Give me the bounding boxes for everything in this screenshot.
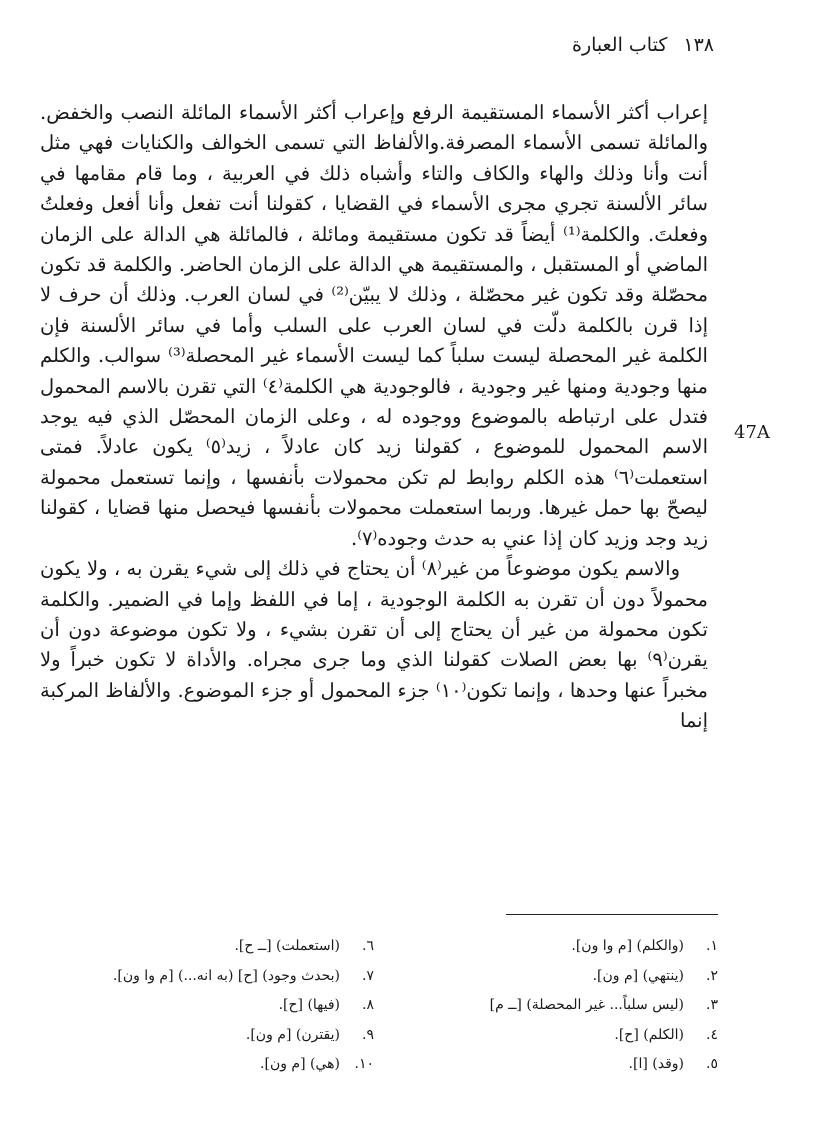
footnote-text: (وقد) [ا]. [628, 1056, 684, 1073]
footnote-text: (استعملت) [ــ ح]. [234, 938, 340, 954]
footnote [428, 1021, 718, 1051]
footnote-text: (هي) [م ون]. [260, 1056, 340, 1073]
footnote [428, 991, 718, 1021]
footnote-text: (ليس سلباً... غير المحصلة) [ــ م] [489, 997, 684, 1014]
main-text [40, 98, 708, 737]
footnote [428, 1050, 718, 1080]
footnote-text: (فيها) [ح]. [278, 997, 340, 1014]
footnote-number: ٧. [362, 967, 374, 984]
footnote [34, 1021, 374, 1051]
folio-reference: 47A [734, 422, 770, 443]
footnote-number: ٩. [362, 1026, 374, 1043]
footnote-number: ٥. [706, 1056, 718, 1073]
footnote-text: (يقترن) [م ون]. [245, 1026, 340, 1043]
footnote-number: ٦. [362, 938, 374, 954]
footnote [34, 991, 374, 1021]
footnote [34, 1050, 374, 1080]
footnote-number: ٤. [706, 1026, 718, 1043]
footnote-number: ٨. [362, 997, 374, 1014]
page-number: ١٣٨ [683, 34, 714, 56]
footnote-separator [506, 914, 718, 915]
footnote-text: (بحدث وجود) [ح] (به انه...) [م وا ون]. [112, 967, 340, 984]
footnote [34, 962, 374, 992]
footnote-text: (والكلم) [م وا ون]. [571, 938, 684, 954]
footnote-number: ١. [706, 938, 718, 954]
paragraph: إعراب أكثر الأسماء المستقيمة الرفع وإعراب أكثر الأسماء المائلة النصب والخفض. والمائلة تسمى الأسماء المصرفة.والألفاظ التي تسمى الخوالف والكنايات فهي مثل أنت وأنا وذلك والهاء والكاف والتاء وأشباه ذلك في العربية ، وما قام مقامها في سائر الألسنة تجري مجرى الأسماء في القضايا ، كقولنا أنت تفعل وأنا أفعل وفعلتُ وفعلتَ. والكلمة⁽¹⁾ أيضاً قد تكون مستقيمة ومائلة ، فالمائلة هي الدالة على الزمان الماضي أو المستقبل ، والمستقيمة هي الدالة على الزمان الحاضر. والكلمة قد تكون محصّلة وقد تكون غير محصّلة ، وذلك لا يبيّن⁽²⁾ في لسان العرب. وذلك أن حرف لا إذا قرن بالكلمة دلّت في لسان العرب على السلب وأما في سائر الألسنة فإن الكلمة غير المحصلة ليست سلباً كما ليست الأسماء غير المحصلة⁽³⁾ سوالب. والكلم منها وجودية ومنها غير وجودية ، فالوجودية هي الكلمة⁽٤⁾ التي تقرن بالاسم المحمول فتدل على ارتباطه بالموضوع ووجوده له ، وعلى الزمان المحصّل الذي فيه يوجد الاسم المحمول للموضوع ، كقولنا زيد كان عادلاً ، زيد⁽٥⁾ يكون عادلاً. فمتى استعملت⁽٦⁾ هذه الكلم روابط لم تكن محمولات بأنفسها ، وإنما تستعمل محمولة ليصحّ بها حمل غيرها. وربما استعملت محمولات بأنفسها فيحصل منها قضايا ، كقولنا زيد وجد وزيد كان إذا عني به حدث وجوده⁽٧⁾. [40, 101, 709, 550]
book-title: كتاب العبارة [571, 34, 668, 56]
footnotes-column-right [428, 932, 718, 1080]
footnote-text: (الكلم) [ح]. [614, 1026, 684, 1043]
paragraph: والاسم يكون موضوعاً من غير⁽٨⁾ أن يحتاج في ذلك إلى شيء يقرن به ، ولا يكون محمولاً دون أن تقرن به الكلمة الوجودية ، إما في اللفظ وإما في الضمير. والكلمة تكون محمولة من غير أن يحتاج إلى أن تقرن بشيء ، ولا تكون موضوعة دون أن يقرن⁽٩⁾ بها بعض الصلات كقولنا الذي وما جرى مجراه. والأداة لا تكون خبراً ولا مخبراً عنها وحدها ، وإنما تكون⁽١٠⁾ جزء المحمول أو جزء الموضوع. والألفاظ المركبة إنما [40, 557, 708, 733]
footnote [428, 932, 718, 962]
footnote-text: (ينتهي) [م ون]. [592, 967, 684, 984]
running-head [572, 34, 714, 56]
footnote-number: ٢. [706, 967, 718, 984]
footnote [428, 962, 718, 992]
footnote-number: ٣. [706, 997, 718, 1014]
footnote [34, 932, 374, 962]
footnotes-column-left [34, 932, 374, 1080]
footnote-number: ١٠. [354, 1056, 374, 1073]
